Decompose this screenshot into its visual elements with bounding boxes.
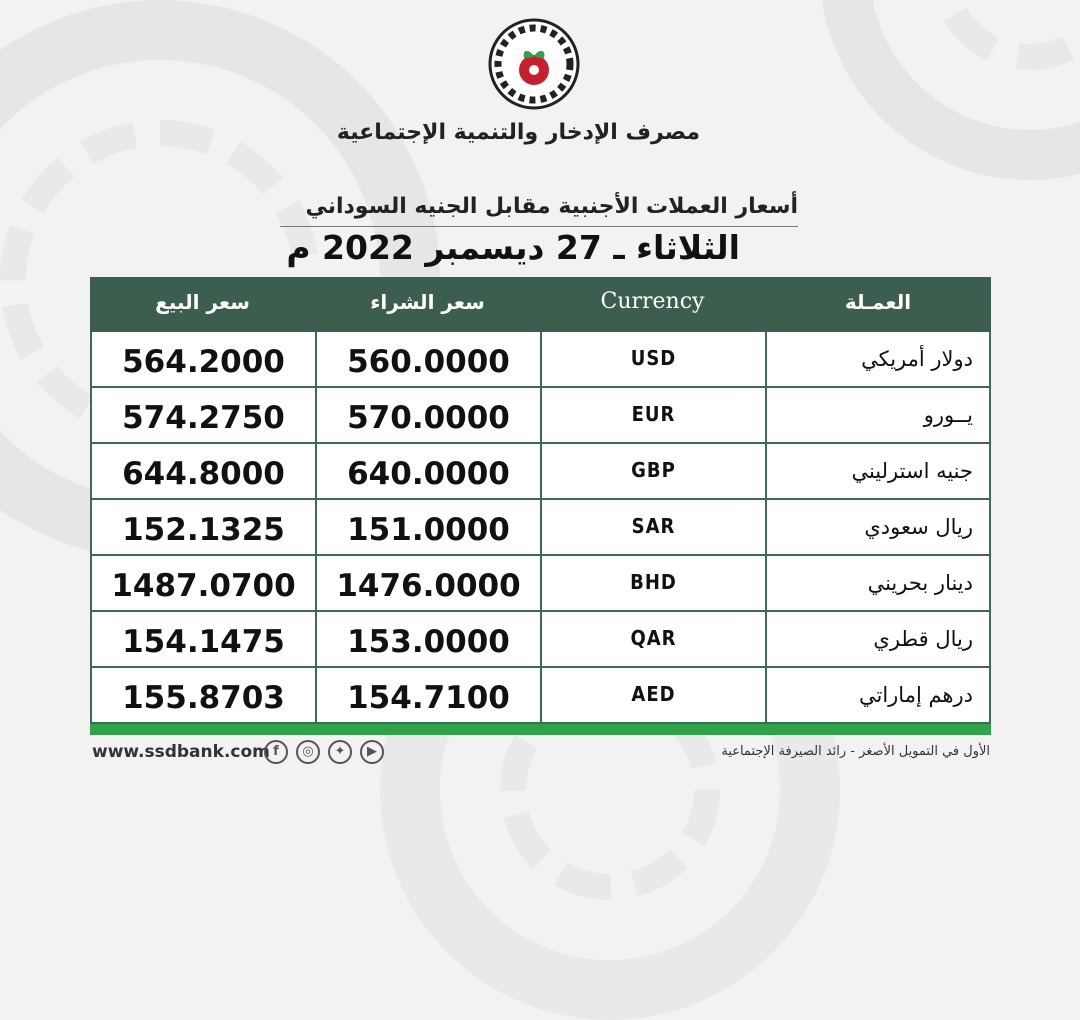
buy-rate: 640.0000 [315, 444, 540, 500]
youtube-icon[interactable]: ▶ [360, 740, 384, 764]
table-row [90, 556, 991, 612]
currency-name: ريال سعودي [765, 500, 991, 556]
currency-code: BHD [540, 556, 765, 612]
column-header-code: Currency [600, 289, 705, 314]
sell-rate: 564.2000 [90, 332, 315, 388]
sell-rate: 574.2750 [90, 388, 315, 444]
currency-code: AED [540, 668, 765, 724]
sell-rate: 644.8000 [90, 444, 315, 500]
buy-rate: 570.0000 [315, 388, 540, 444]
currency-code: QAR [540, 612, 765, 668]
currency-code: EUR [540, 388, 765, 444]
table-header [90, 277, 991, 332]
subtitle-divider [280, 226, 798, 227]
facebook-icon[interactable]: f [264, 740, 288, 764]
currency-code: USD [540, 332, 765, 388]
buy-rate: 153.0000 [315, 612, 540, 668]
instagram-icon[interactable]: ◎ [296, 740, 320, 764]
page-date: الثلاثاء ـ 27 ديسمبر 2022 م [286, 228, 740, 267]
buy-rate: 151.0000 [315, 500, 540, 556]
buy-rate: 154.7100 [315, 668, 540, 724]
currency-name: دينار بحريني [765, 556, 991, 612]
table-row [90, 388, 991, 444]
table-row [90, 444, 991, 500]
background-gear [820, 0, 1080, 180]
column-header-buy: سعر الشراء [370, 290, 485, 314]
currency-name: جنيه استرليني [765, 444, 991, 500]
twitter-icon[interactable]: ✦ [328, 740, 352, 764]
sell-rate: 155.8703 [90, 668, 315, 724]
exchange-rate-table [90, 277, 991, 735]
column-header-name: العمـلة [844, 290, 912, 314]
currency-name: درهم إماراتي [765, 668, 991, 724]
table-row [90, 612, 991, 668]
buy-rate: 1476.0000 [315, 556, 540, 612]
sell-rate: 152.1325 [90, 500, 315, 556]
page-subtitle: أسعار العملات الأجنبية مقابل الجنيه السوداني [305, 194, 798, 219]
table-bottom-bar [90, 724, 991, 735]
currency-name: يــورو [765, 388, 991, 444]
currency-code: GBP [540, 444, 765, 500]
currency-code: SAR [540, 500, 765, 556]
currency-name: ريال قطري [765, 612, 991, 668]
sell-rate: 1487.0700 [90, 556, 315, 612]
table-row [90, 668, 991, 724]
column-header-sell: سعر البيع [155, 290, 250, 314]
table-row [90, 500, 991, 556]
currency-name: دولار أمريكي [765, 332, 991, 388]
footer-tagline: الأول في التمويل الأصغر - رائد الصيرفة الإجتماعية [721, 744, 990, 759]
bank-name: مصرف الإدخار والتنمية الإجتماعية [336, 120, 700, 145]
buy-rate: 560.0000 [315, 332, 540, 388]
bank-logo [488, 18, 580, 110]
website-link[interactable]: www.ssdbank.com [92, 742, 270, 762]
sell-rate: 154.1475 [90, 612, 315, 668]
table-row [90, 332, 991, 388]
